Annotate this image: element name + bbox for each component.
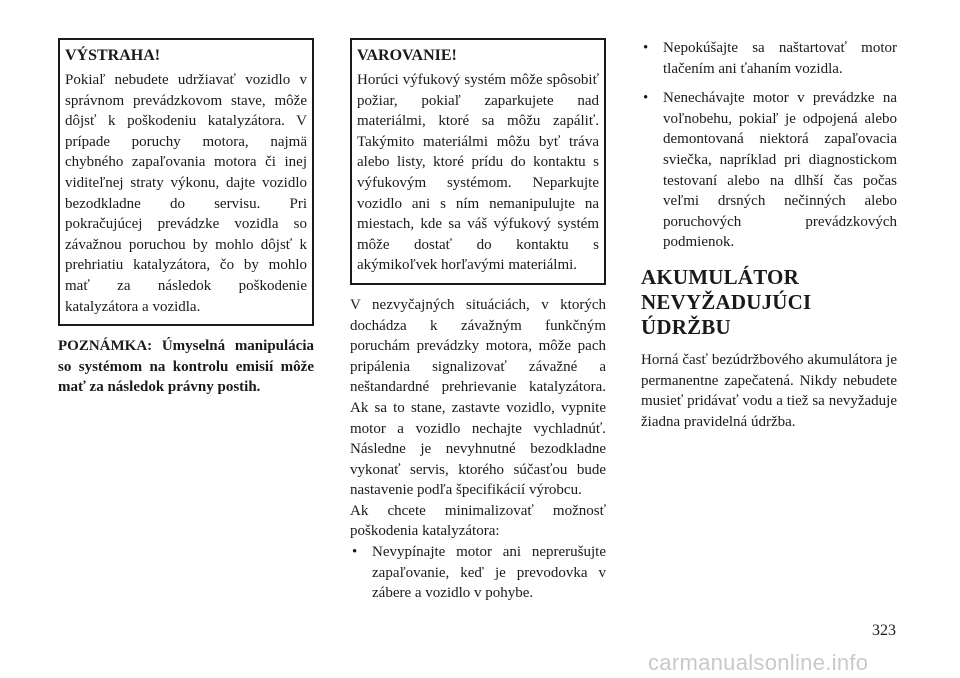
caution-body: Horúci výfukový systém môže spôsobiť požiar, pokiaľ zaparkujete nad materiálmi, ktoré sa môžu zapáliť. Takýmito materiálmi môžu byť tráva alebo listy, ktoré prídu do kontaktu s výfukovým systémom. Neparkujte vozidlo ani s ním nemanipulujte na miestach, kde sa váš výfukový systém môže dostať do kontaktu s akýmikoľvek horľavými materiálmi.: [357, 72, 599, 274]
warning-body: Pokiaľ nebudete udržiavať vozidlo v správnom prevádzkovom stave, môže dôjsť k poškodeniu katalyzátora. V prípade poruchy motora, najmä chybného zapaľovania motora či inej viditeľnej straty výkonu, dajte vozidlo bezodkladne do servisu. Pri pokračujúcej prevádzke vozidla so závažnou poruchou by mohlo dôjsť k prehriatiu katalyzátora, čo by mohlo mať za následok poškodenie katalyzátora a vozidla.: [65, 72, 307, 315]
list-item-text: Nepokúšajte sa naštartovať motor tlačením ani ťahaním vozidla.: [663, 40, 897, 77]
left-column: [58, 38, 314, 398]
bullet-icon: •: [352, 544, 358, 561]
section-heading-line1: AKUMULÁTOR: [641, 264, 799, 289]
bullet-icon: •: [643, 40, 649, 56]
section-body: Horná časť bezúdržbového akumulátora je permanentne zapečatená. Nikdy nebudete musieť pridávať vodu a tiež sa nevyžaduje žiadna pravidelná údržba.: [641, 351, 897, 430]
list-item: [350, 542, 606, 604]
section-heading-line2: NEVYŽADUJÚCI ÚDRŽBU: [641, 289, 812, 339]
caution-box: [350, 38, 606, 285]
list-item-text: Nevypínajte motor ani neprerušujte zapaľovanie, keď je prevodovka v zábere a vozidlo v pohybe.: [372, 544, 606, 602]
watermark: carmanualsonline.info: [648, 650, 869, 675]
bullet-list-2: [641, 38, 897, 253]
right-column: [641, 38, 897, 432]
middle-column: [350, 38, 606, 604]
note-text: POZNÁMKA: Úmyselná manipulácia so systémom na kontrolu emisií môže mať za následok právny postih.: [58, 338, 314, 396]
page-number: 323: [872, 622, 896, 639]
paragraph-overheating: V nezvyčajných situáciách, v ktorých dochádza k závažným funkčným poruchám prevádzky motora, môže pach pripálenia signalizovať závažné a neštandardné prehrievanie katalyzátora. Ak sa to stane, zastavte vozidlo, vypnite motor a vozidlo nechajte vychladnúť. Následne je nevyhnutné bezodkladne vykonať servis, ktorého súčasťou bude nastavenie podľa špecifikácií výrobcu.: [350, 296, 606, 499]
paragraph-minimize: Ak chcete minimalizovať možnosť poškodenia katalyzátora:: [350, 502, 606, 540]
section-heading: [641, 265, 897, 340]
bullet-icon: •: [643, 90, 649, 107]
list-item: [641, 88, 897, 253]
caution-title: VAROVANIE!: [357, 47, 457, 64]
warning-title: VÝSTRAHA!: [65, 47, 161, 64]
list-item-text: Nenechávajte motor v prevádzke na voľnobehu, pokiaľ je odpojená alebo demontovaná niektorá zapaľovacia sviečka, napríklad pri diagnostickom testovaní alebo na dlhší čas počas veľmi drsných nečinných alebo poruchových prevádzkových podmienok.: [663, 90, 897, 251]
warning-box: [58, 38, 314, 326]
list-item: [641, 38, 897, 79]
bullet-list-1: [350, 542, 606, 604]
